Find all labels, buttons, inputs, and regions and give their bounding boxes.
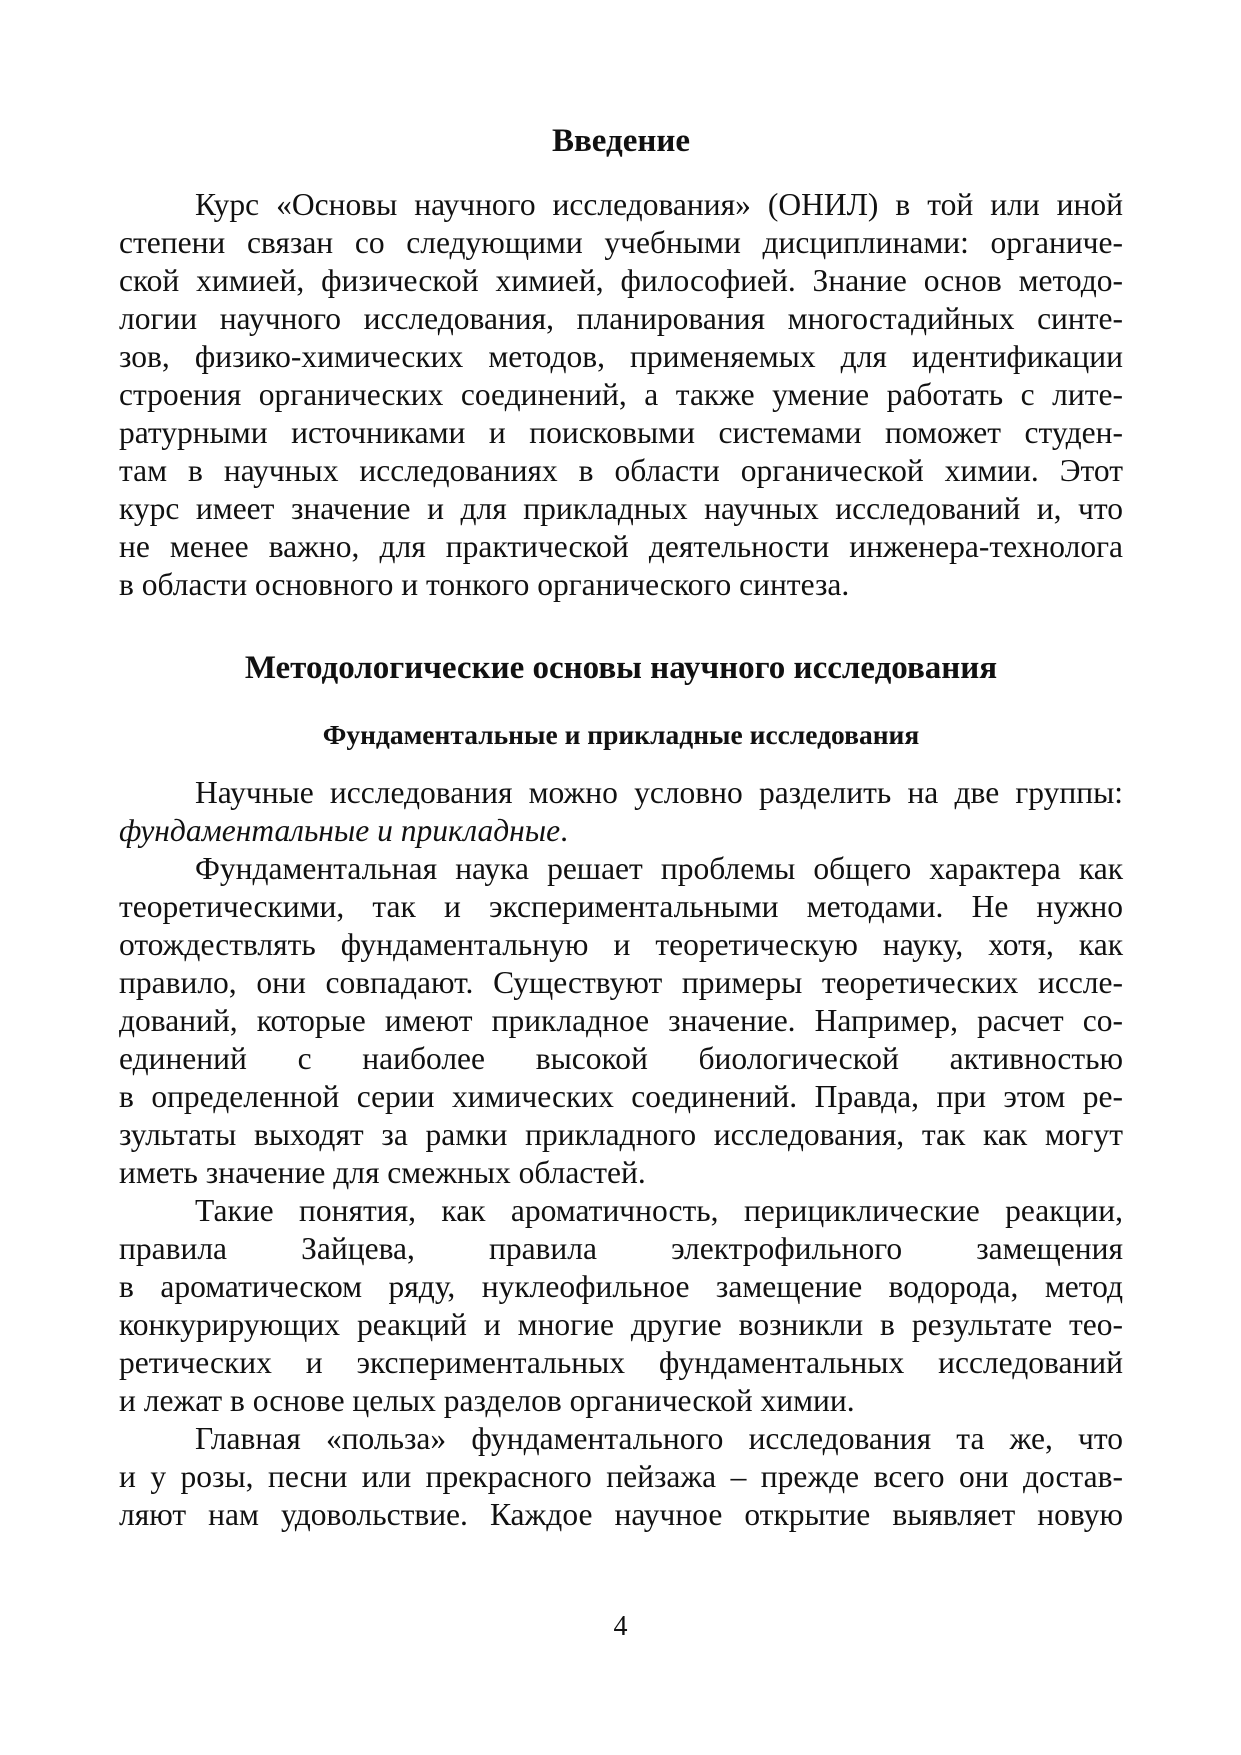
text-line: и у розы, песни или прекрасного пейзажа – прежде всего они достав- — [119, 1459, 1123, 1494]
text-line: теоретическими, так и экспериментальными методами. Не нужно — [119, 889, 1123, 924]
subsection-heading: Фундаментальные и прикладные исследования — [322, 719, 920, 750]
text-line: Курс «Основы научного исследования» (ОНИЛ) в той или иной — [195, 187, 1123, 222]
paragraph-fundamental-science — [119, 850, 1123, 1192]
page-content — [119, 100, 1123, 1534]
text-line: не менее важно, для практической деятельности инженера-технолога — [119, 529, 1123, 564]
section-heading-introduction: Введение — [551, 123, 691, 159]
text-line: логии научного исследования, планирования многостадийных синте- — [119, 301, 1123, 336]
text-line: фундаментальные и прикладные. — [119, 813, 568, 848]
text-line: иметь значение для смежных областей. — [119, 1155, 646, 1190]
paragraph-research-groups — [119, 774, 1123, 850]
text-line: дований, которые имеют прикладное значение. Например, расчет со- — [119, 1003, 1123, 1038]
text-line: ляют нам удовольствие. Каждое научное открытие выявляет новую — [119, 1497, 1123, 1532]
text-line: зов, физико-химических методов, применяемых для идентификации — [119, 339, 1123, 374]
text-line: степени связан со следующими учебными дисциплинами: органиче- — [119, 225, 1123, 260]
text-line: зультаты выходят за рамки прикладного исследования, так как могут — [119, 1117, 1123, 1152]
text-line: в определенной серии химических соединений. Правда, при этом ре- — [119, 1079, 1123, 1114]
text-line: ратурными источниками и поисковыми системами поможет студен- — [119, 415, 1123, 450]
text-line: ской химией, физической химией, философией. Знание основ методо- — [119, 263, 1123, 298]
text-line: конкурирующих реакций и многие другие возникли в результате тео- — [119, 1307, 1123, 1342]
text-line: ретических и экспериментальных фундаментальных исследований — [119, 1345, 1123, 1380]
page-number: 4 — [613, 1611, 628, 1642]
text-line: в области основного и тонкого органического синтеза. — [119, 567, 850, 602]
text-line: в ароматическом ряду, нуклеофильное замещение водорода, метод — [119, 1269, 1123, 1304]
italic-term: фундаментальные и прикладные — [119, 813, 561, 848]
text-line: правило, они совпадают. Существуют примеры теоретических иссле- — [119, 965, 1123, 1000]
text-line: единений с наиболее высокой биологической активностью — [119, 1041, 1123, 1076]
text-line: Главная «польза» фундаментального исследования та же, что — [195, 1421, 1123, 1456]
text-line: Такие понятия, как ароматичность, перициклические реакции, — [195, 1193, 1123, 1228]
paragraph-benefit — [119, 1420, 1123, 1534]
text-line: Фундаментальная наука решает проблемы общего характера как — [195, 851, 1123, 886]
text-line: и лежат в основе целых разделов органической химии. — [119, 1383, 855, 1418]
text-line: отождествлять фундаментальную и теоретическую науку, хотя, как — [119, 927, 1123, 962]
paragraph-concepts — [119, 1192, 1123, 1420]
text-line: строения органических соединений, а также умение работать с лите- — [119, 377, 1123, 412]
section-heading-methodology: Методологические основы научного исследования — [244, 650, 998, 686]
text-line: Научные исследования можно условно разделить на две группы: — [195, 775, 1123, 810]
text-line: там в научных исследованиях в области органической химии. Этот — [119, 453, 1123, 488]
text-line: курс имеет значение и для прикладных научных исследований и, что — [119, 491, 1123, 526]
text-line: правила Зайцева, правила электрофильного замещения — [119, 1231, 1123, 1266]
intro-paragraph — [119, 186, 1123, 604]
